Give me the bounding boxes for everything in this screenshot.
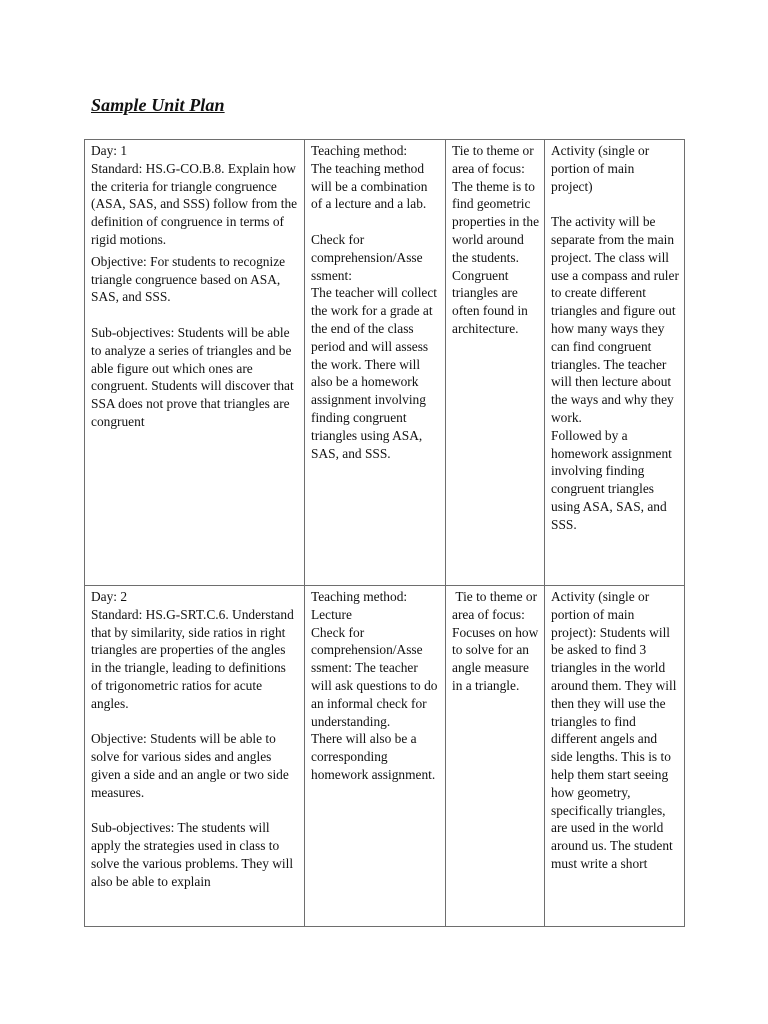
activity-text: Activity (single or portion of main project) The activity will be separate from the main project. The class will use a compass and ruler to create different triangles and figure out how many ways they can find congruent triangles. The teacher will then lecture about the ways and why they work. Followed by a homework assignment involving finding congruent triangles using ASA, SAS, and SSS.: [551, 143, 679, 532]
cell-theme: [446, 140, 545, 586]
cell-activity: [545, 586, 685, 927]
theme-text: Tie to theme or area of focus: Focuses on how to solve for an angle measure in a triangle.: [452, 589, 539, 693]
table-row-day-2: [85, 586, 685, 927]
cell-day-standard-objective: [85, 140, 305, 586]
unit-plan-table: [84, 139, 685, 927]
document-title: Sample Unit Plan: [91, 95, 225, 115]
teaching-method-text: Teaching method: Lecture Check for comprehension/Asse ssment: The teacher will ask questions to do an informal check for understanding. There will also be a corresponding homework assignment.: [311, 589, 438, 782]
teaching-method-text: Teaching method: The teaching method will be a combination of a lecture and a lab. Check for comprehension/Asse ssment: The teacher will collect the work for a grade at the end of the class period and will assess the work. There will also be a homework assignment involving finding congruent triangles using ASA, SAS, and SSS.: [311, 143, 438, 461]
cell-day-standard-objective: [85, 586, 305, 927]
day-standard-text: Day: 1 Standard: HS.G-CO.B.8. Explain how the criteria for triangle congruence (ASA, SAS, and SSS) follow from the definition of congruence in terms of rigid motions.: [91, 143, 298, 247]
table-row-day-1: [85, 140, 685, 586]
objective-text: Objective: For students to recognize triangle congruence based on ASA, SAS, and SSS. Sub-objectives: Students will be able to analyze a series of triangles and be able figure out which ones are congruent. Students will discover that SSA does not prove that triangles are congruent: [91, 253, 294, 429]
cell-teaching-method: [305, 140, 446, 586]
day-standard-text: Day: 2 Standard: HS.G-SRT.C.6. Understand that by similarity, side ratios in right triangles are properties of the angles in the triangle, leading to definitions of trigonometric ratios for acute angles.: [91, 589, 294, 711]
cell-theme: [446, 586, 545, 927]
cell-teaching-method: [305, 586, 446, 927]
theme-text: Tie to theme or area of focus: The theme is to find geometric properties in the world around the students. Congruent triangles are often found in architecture.: [452, 143, 540, 336]
cell-activity: [545, 140, 685, 586]
activity-text: Activity (single or portion of main project): Students will be asked to find 3 triangles in the world around them. They will then they will use the triangles to find different angels and side lengths. This is to help them start seeing how geometry, specifically triangles, are used in the world around us. The student must write a short: [551, 589, 680, 871]
objective-text: Objective: Students will be able to solve for various sides and angles given a side and an angle or two side measures. Sub-objectives: The students will apply the strategies used in class to solve the various problems. They will also be able to explain: [91, 731, 294, 889]
